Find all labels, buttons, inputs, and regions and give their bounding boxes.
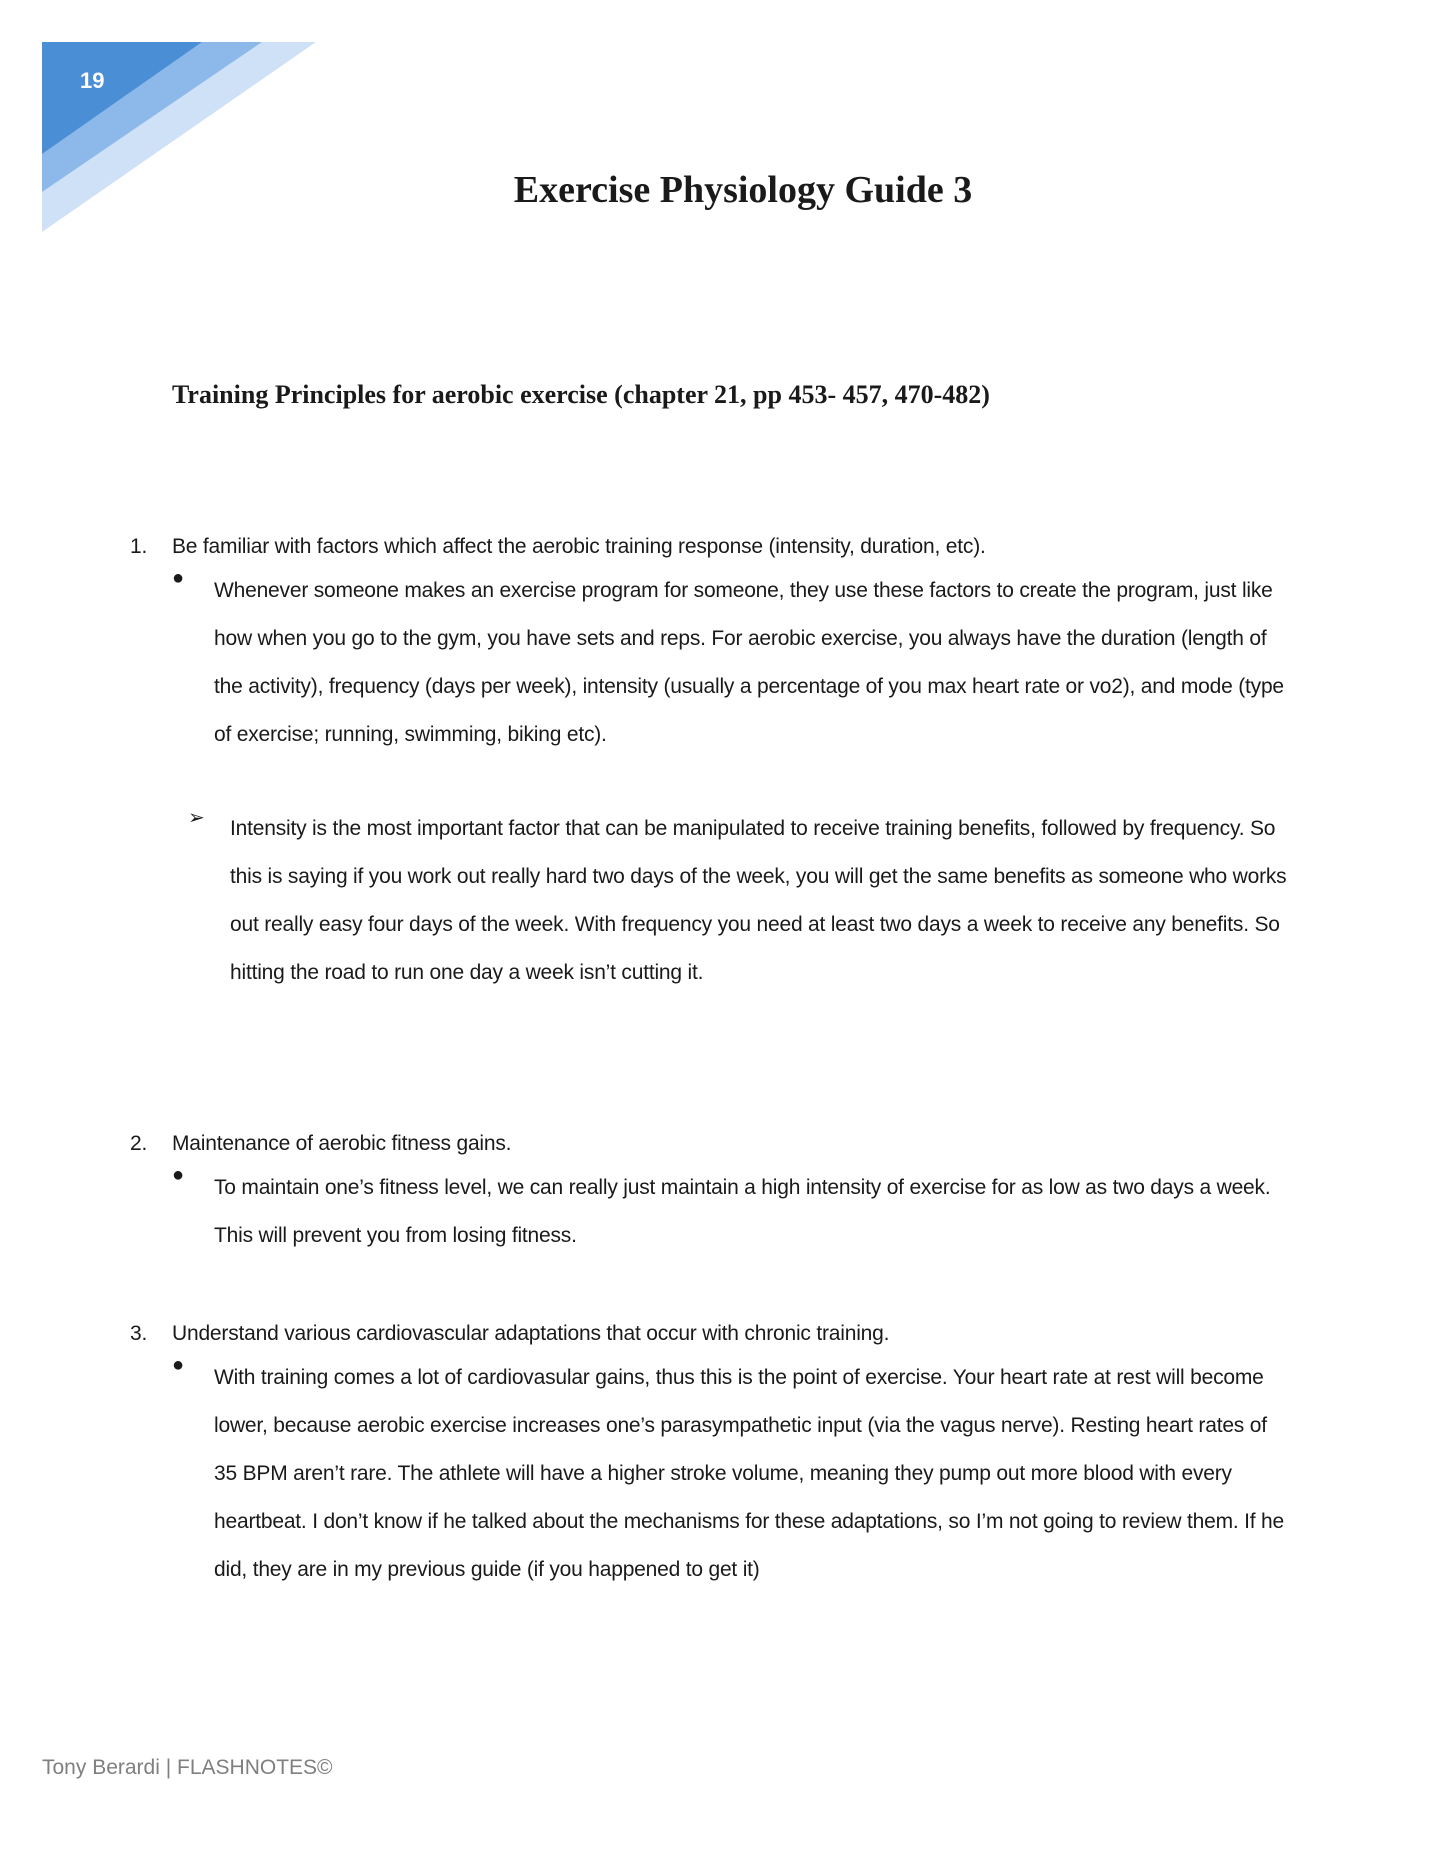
bullet-text: With training comes a lot of cardiovasular gains, thus this is the point of exercise. Your heart rate at rest will become lower, because aerobic exercise increases one’s parasympathetic input (via the vagus nerve). Resting heart rates of 35 BPM aren’t rare. The athlete will have a higher stroke volume, meaning they pump out more blood with every heartbeat. I don’t know if he talked about the mechanisms for these adaptations, so I’m not going to review them. If he did, they are in my previous guide (if you happened to get it) [214,1366,1284,1581]
footer-credit: Tony Berardi | FLASHNOTES© [42,1756,333,1779]
bullet-text: To maintain one’s fitness level, we can really just maintain a high intensity of exercise for as low as two days a week. This will prevent you from losing fitness. [214,1176,1271,1247]
bullet-point [172,1164,1290,1260]
document-title: Exercise Physiology Guide 3 [513,169,973,211]
bullet-text: Whenever someone makes an exercise program for someone, they use these factors to create the program, just like how when you go to the gym, you have sets and reps. For aerobic exercise, you always have the duration (length of the activity), frequency (days per week), intensity (usually a percentage of you max heart rate or vo2), and mode (type of exercise; running, swimming, biking etc). [214,579,1284,746]
arrow-bullet-icon: ➢ [188,807,205,829]
list-item-text: Maintenance of aerobic fitness gains. [172,1132,512,1155]
bullet-icon: ● [172,1354,184,1376]
list-item-text: Be familiar with factors which affect the aerobic training response (intensity, duration, etc). [172,535,986,558]
sub-bullet-point [188,805,1288,997]
bullet-icon: ● [172,1164,184,1186]
list-item-number: 3. [130,1322,148,1345]
section-heading: Training Principles for aerobic exercise (chapter 21, pp 453- 457, 470-482) [172,380,990,409]
bullet-point [172,1354,1290,1594]
bullet-icon: ● [172,567,184,589]
sub-bullet-text: Intensity is the most important factor that can be manipulated to receive training benefits, followed by frequency. So this is saying if you work out really hard two days of the week, you will get the same benefits as someone who works out really easy four days of the week. With frequency you need at least two days a week to receive any benefits. So hitting the road to run one day a week isn’t cutting it. [230,817,1287,984]
bullet-point [172,567,1290,759]
list-item-number: 1. [130,535,148,558]
list-item-text: Understand various cardiovascular adaptations that occur with chronic training. [172,1322,890,1345]
list-item-number: 2. [130,1132,148,1155]
page-number: 19 [80,68,105,93]
